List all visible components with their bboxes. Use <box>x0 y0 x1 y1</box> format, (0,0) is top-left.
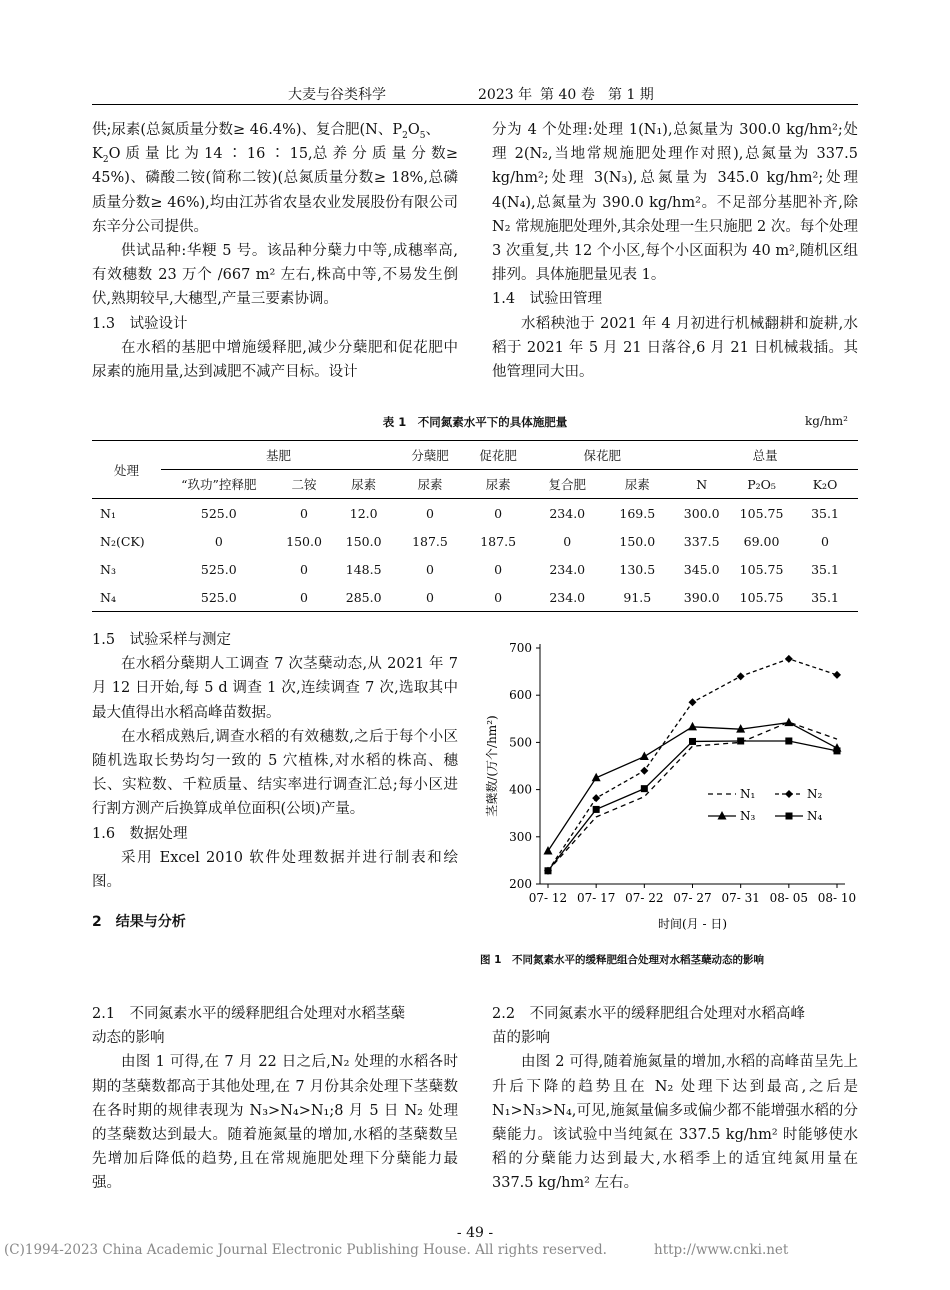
journal-year: 2023 年 <box>478 87 533 103</box>
table-cell: 35.1 <box>811 561 839 577</box>
table-cell: 234.0 <box>549 505 586 521</box>
table-row <box>92 555 858 583</box>
table-cell: 12.0 <box>349 505 378 521</box>
data-point <box>689 698 697 706</box>
table-cell: 0 <box>300 561 308 577</box>
legend-label: N₃ <box>740 809 756 823</box>
table-cell: 150.0 <box>286 533 322 549</box>
section-1-5-heading: 1.5 试验采样与测定 <box>92 632 232 648</box>
data-point <box>737 672 745 680</box>
row-treatment-cell: N₄ <box>100 589 116 605</box>
row-treatment-cell: N₂(CK) <box>100 533 145 549</box>
figure-caption: 图 1 不同氮素水平的缓释肥组合处理对水稻茎蘖动态的影响 <box>480 954 764 966</box>
table-cell: 285.0 <box>345 589 382 605</box>
y-tick-label: 700 <box>509 641 532 655</box>
table-cell: 105.75 <box>739 589 784 605</box>
table-cell: 130.5 <box>619 561 656 577</box>
journal-volume: 第 40 卷 <box>540 87 595 103</box>
subheader: 尿素 <box>351 477 377 492</box>
table-cell: 300.0 <box>683 505 720 521</box>
table-cell: 169.5 <box>619 505 656 521</box>
table-cell: 150.0 <box>345 533 382 549</box>
table-cell: 390.0 <box>683 589 720 605</box>
data-point <box>545 867 552 874</box>
table-cell: 148.5 <box>345 561 382 577</box>
header-promote: 促花肥 <box>464 441 532 470</box>
legend-label: N₄ <box>807 809 823 823</box>
table-cell: 0 <box>300 589 308 605</box>
table-cell: 35.1 <box>811 505 839 521</box>
y-tick-label: 400 <box>509 782 532 797</box>
table-cell: 234.0 <box>549 589 586 605</box>
subheader: 尿素 <box>624 477 650 492</box>
legend-label: N₁ <box>740 787 756 801</box>
header-basal: 基肥 <box>161 441 396 470</box>
table-cell: 0 <box>425 505 434 521</box>
data-point <box>785 737 792 744</box>
data-point <box>688 722 697 731</box>
legend-label: N₂ <box>807 787 823 801</box>
left-column-bottom <box>92 1002 458 1196</box>
table-row <box>92 527 858 555</box>
row-treatment-cell: N₁ <box>100 505 116 521</box>
table-cell: 345.0 <box>683 561 720 577</box>
subheader: 尿素 <box>417 477 443 492</box>
x-tick-label: 07- 31 <box>721 891 760 905</box>
row-treatment-cell: N₃ <box>100 561 116 577</box>
table-cell: 0 <box>425 561 434 577</box>
table-cell: 0 <box>821 533 829 549</box>
table-cell: 69.00 <box>743 533 780 549</box>
table-unit: kg/hm² <box>805 414 848 428</box>
y-tick-label: 600 <box>509 688 532 703</box>
x-tick-label: 07- 22 <box>625 891 664 905</box>
section-2-2-heading: 2.2 不同氮素水平的缓释肥组合处理对水稻高峰 苗的影响 <box>492 1006 806 1047</box>
table-cell: 337.5 <box>683 533 720 549</box>
data-point <box>718 811 727 820</box>
x-tick-label: 08- 10 <box>817 891 857 905</box>
subheader: P₂O₅ <box>747 476 776 492</box>
series-line-2 <box>548 659 837 871</box>
data-point <box>641 785 648 792</box>
subheader: 复合肥 <box>548 477 586 492</box>
running-header <box>92 82 858 105</box>
paragraph-measurement: 在水稻成熟后,调查水稻的有效穗数,之后于每个小区随机选取长势均匀一致的 5 穴植株,对水稻的株高、穗长、实粒数、千粒质量、结实率进行调查汇总;每小区进行割方测产后换算成单位面积(公顷)产量。 <box>92 728 458 818</box>
paragraph-treatments: 分为 4 个处理:处理 1(N₁),总氮量为 300.0 kg/hm²;处理 2(N₂,当地常规施肥处理作对照),总氮量为 337.5 kg/hm²;处理 3(N₃),总氮量为 345.0 kg/hm²;处理 4(N₄),总氮量为 390.0 kg/hm²。不足部分基肥补齐,除 N₂ 常规施肥处理外,其余处理一生只施肥 2 次。每个处理 3 次重复,共 12 个小区,每个小区面积为 40 m²,随机区组排列。具体施肥量见表 1。 <box>492 122 858 284</box>
copyright-notice: (C)1994-2023 China Academic Journal Electronic Publishing House. All rights reserved. <box>4 1242 607 1258</box>
data-point <box>833 671 841 679</box>
data-point <box>640 752 649 761</box>
table-row <box>92 583 858 612</box>
table-cell: 187.5 <box>480 533 517 549</box>
paragraph-2-2: 由图 2 可得,随着施氮量的增加,水稻的高峰苗呈先上升后下降的趋势且在 N₂ 处理下达到最高,之后是 N₁>N₃>N₄,可见,施氮量偏多或偏少都不能增强水稻的分蘖能力。该试验中当纯氮在 337.5 kg/hm² 时能够使水稻的分蘖能力达到最大,水稻季上的适宜纯氮用量在 337.5 kg/hm² 左右。 <box>492 1054 858 1192</box>
journal-name: 大麦与谷类科学 <box>288 87 386 103</box>
y-tick-label: 500 <box>509 735 532 750</box>
paragraph-2-1: 由图 1 可得,在 7 月 22 日之后,N₂ 处理的水稻各时期的茎蘖数都高于其他处理,在 7 月份其余处理下茎蘖数在各时期的规律表现为 N₃>N₄>N₁;8 月 5 日 N₂ 处理的茎蘖数达到最大。随着施氮量的增加,水稻的茎蘖数呈先增加后降低的趋势,且在常规施肥处理下分蘖能力最强。 <box>92 1054 458 1192</box>
data-point <box>640 767 648 775</box>
table-cell: 35.1 <box>811 589 839 605</box>
table-cell: 0 <box>494 561 503 577</box>
paragraph-sampling: 在水稻分蘖期人工调查 7 次茎蘖动态,从 2021 年 7 月 12 日开始,每 5 d 调查 1 次,连续调查 7 次,选取其中最大值得出水稻高峰苗数据。 <box>92 656 458 721</box>
table-cell: 525.0 <box>200 505 237 521</box>
x-tick-label: 08- 05 <box>769 891 809 905</box>
table-row <box>92 499 858 528</box>
header-tiller: 分蘖肥 <box>396 441 464 470</box>
header-treatment: 处理 <box>92 441 161 499</box>
y-tick-label: 300 <box>509 829 532 844</box>
paragraph-design: 在水稻的基肥中增施缓释肥,减少分蘖肥和促花肥中尿素的施用量,达到减肥不减产目标。设计 <box>92 339 458 381</box>
section-1-3-heading: 1.3 试验设计 <box>92 315 188 332</box>
section-2-heading: 2 结果与分析 <box>92 914 186 931</box>
y-axis-label: 茎蘖数/(万个/hm²) <box>485 715 499 817</box>
section-1-4-heading: 1.4 试验田管理 <box>492 291 603 308</box>
data-point <box>834 747 841 754</box>
header-protect: 保花肥 <box>532 441 672 470</box>
paragraph-variety: 供试品种:华粳 5 号。该品种分蘖力中等,成穗率高,有效穗数 23 万个 /667 m² 左右,株高中等,不易发生倒伏,熟期较早,大穗型,产量三要素协调。 <box>92 243 458 308</box>
table-cell: 150.0 <box>619 533 656 549</box>
fertilizer-table <box>92 440 858 612</box>
table-cell: 0 <box>494 505 503 521</box>
section-2-1-heading: 2.1 不同氮素水平的缓释肥组合处理对水稻茎蘖 动态的影响 <box>92 1006 406 1047</box>
data-point <box>786 813 793 820</box>
cnki-link[interactable]: http://www.cnki.net <box>654 1242 789 1258</box>
table-cell: 105.75 <box>739 505 784 521</box>
subheader: “玖功”控释肥 <box>181 477 257 492</box>
data-point <box>593 806 600 813</box>
subheader: N <box>696 476 708 492</box>
paragraph-data-processing: 采用 Excel 2010 软件处理数据并进行制表和绘图。 <box>92 849 458 891</box>
tiller-dynamics-chart <box>470 636 870 942</box>
x-tick-label: 07- 12 <box>528 891 568 905</box>
table-cell: 0 <box>563 533 572 549</box>
paragraph-materials: 供;尿素(总氮质量分数≥ 46.4%)、复合肥(N、$P_2O_5$、 $K_2O$ 质 量 比 为 14 ∶ 16 ∶ 15,总 养 分 质 量 分 数≥ 45%)、磷酸二铵(简称二铵)(总氮质量分数≥ 18%,总磷质量分数≥ 46%),均由江苏省农垦农业发展股份有限公司东辛分公司提供。 <box>92 122 458 235</box>
subheader: 二铵 <box>291 477 317 492</box>
data-point <box>784 718 793 727</box>
y-tick-label: 200 <box>509 877 532 891</box>
page-number: - 49 - <box>456 1225 494 1241</box>
table-cell: 0 <box>494 589 503 605</box>
data-point <box>592 794 600 802</box>
table-cell: 187.5 <box>412 533 448 549</box>
table-cell: 91.5 <box>623 589 652 605</box>
subheader: K₂O <box>812 476 838 492</box>
table-cell: 105.75 <box>739 561 784 577</box>
table-cell: 525.0 <box>200 561 237 577</box>
subheader: 尿素 <box>485 477 511 492</box>
table-cell: 234.0 <box>549 561 586 577</box>
data-point <box>785 790 793 798</box>
paragraph-field-management: 水稻秧池于 2021 年 4 月初进行机械翻耕和旋耕,水稻于 2021 年 5 月 21 日落谷,6 月 21 日机械栽插。其他管理同大田。 <box>492 315 858 381</box>
x-tick-label: 07- 17 <box>576 891 616 905</box>
data-point <box>785 655 793 663</box>
table-caption: 表 1 不同氮素水平下的具体施肥量 <box>382 415 568 429</box>
left-column-middle <box>92 628 458 934</box>
table-subheader-row <box>92 470 858 499</box>
right-column-top <box>492 118 858 384</box>
table-header-row <box>92 441 858 470</box>
header-total: 总量 <box>672 441 858 470</box>
left-column-top <box>92 118 458 384</box>
table-cell: 525.0 <box>200 589 237 605</box>
right-column-bottom <box>492 1002 858 1196</box>
section-1-6-heading: 1.6 数据处理 <box>92 825 188 842</box>
data-point <box>689 738 696 745</box>
x-tick-label: 07- 27 <box>673 891 712 905</box>
table-cell: 0 <box>425 589 434 605</box>
table-cell: 0 <box>214 533 223 549</box>
table-body <box>92 499 858 612</box>
x-axis-label: 时间(月 - 日) <box>657 917 728 931</box>
data-point <box>737 737 744 744</box>
journal-issue: 第 1 期 <box>608 87 654 103</box>
table-cell: 0 <box>300 505 308 521</box>
